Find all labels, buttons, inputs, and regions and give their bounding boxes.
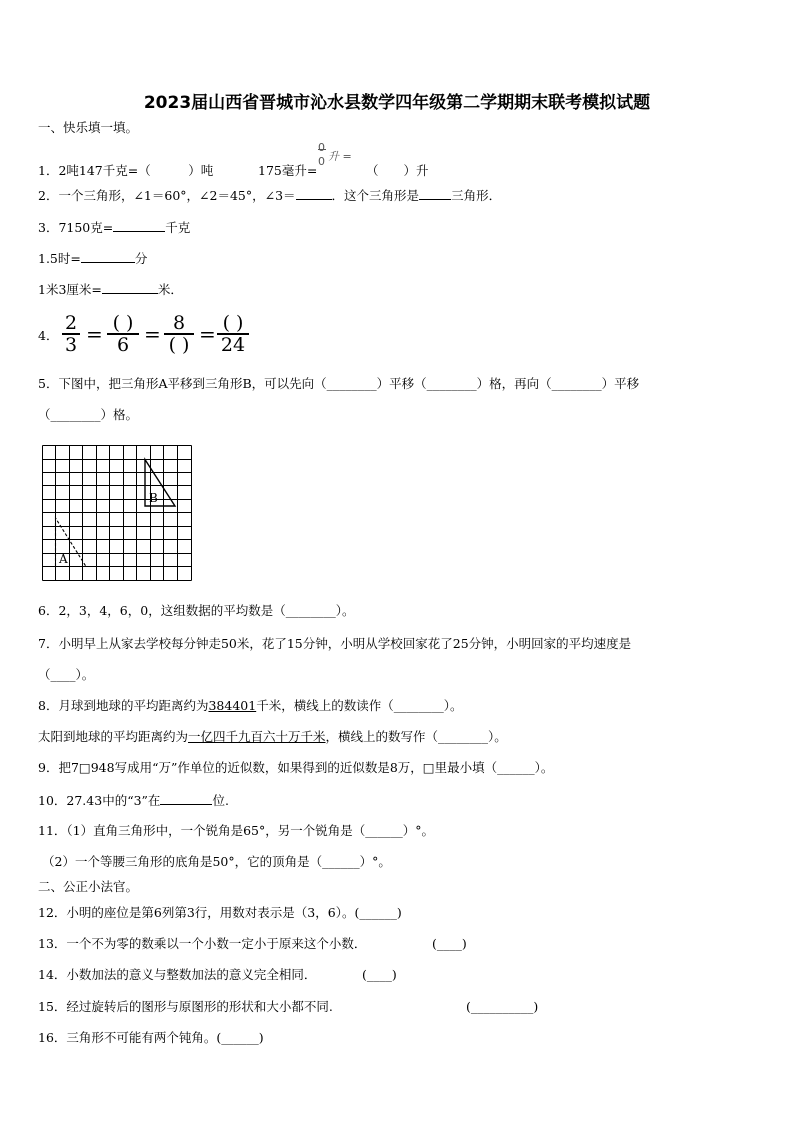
answer-blank[interactable] [419,187,451,200]
question-8-text-a: 8．月球到地球的平均距离约为 [38,698,209,713]
translation-grid [42,445,192,581]
fraction-2 [107,313,139,355]
question-3-text-b: 千克 [165,220,191,235]
question-2-text-c: 三角形． [451,188,502,203]
question-14-text: 14．小数加法的意义与整数加法的意义完全相同． [38,967,317,982]
fraction-image-unit: 升 = [328,150,352,163]
question-7-line-2: （____）。 [38,667,95,682]
underlined-number-words: 一亿四千九百六十万千米 [188,729,326,744]
question-13-answer[interactable]: (____) [432,936,467,951]
question-15-text: 15．经过旋转后的图形与原图形的形状和大小都不同. [38,999,333,1014]
fraction-4-denominator: 24 [220,334,246,356]
equals-sign: = [144,322,161,346]
question-7-line-1: 7．小明早上从家去学校每分钟走50米，花了15分钟，小明从学校回家花了25分钟，小明回家的平均速度是 [38,636,632,651]
question-6: 6．2，3，4，6，0，这组数据的平均数是（________）。 [38,603,355,618]
question-9: 9．把7□948写成用“万”作单位的近似数，如果得到的近似数是8万，□里最小填（______）。 [38,760,554,775]
question-15-answer[interactable]: (__________) [466,999,539,1014]
question-10-text-a: 10．27.43中的“3”在 [38,793,161,808]
answer-blank[interactable] [113,219,165,232]
question-8-text-d: ，横线上的数写作（________）。 [325,729,507,744]
question-3-text-c: 1.5时= [38,251,81,266]
fraction-3-numerator: 8 [164,313,194,335]
answer-blank[interactable] [160,792,212,805]
equals-sign: = [199,322,216,346]
question-3-text-a: 3．7150克= [38,220,114,235]
question-8-line-1 [38,698,462,714]
page-title: 2023届山西省晋城市沁水县数学四年级第二学期期末联考模拟试题 [143,93,651,113]
fraction-image-top: 0 [318,141,325,154]
question-5-line-2: （________）格。 [38,407,139,422]
fraction-image [318,141,360,175]
question-2-text-b: ．这个三角形是 [331,188,420,203]
question-3-text-f: 米． [157,282,183,297]
section-2-heading: 二、公正小法官。 [38,879,139,894]
fraction-3 [164,313,194,355]
question-10-text-b: 位. [212,793,229,808]
fraction-1 [62,313,80,355]
question-3-line-2 [38,250,147,267]
question-4-label: 4． [38,328,59,343]
question-3-line-1 [38,219,190,236]
fraction-image-bottom: 0 [318,155,325,168]
question-8-line-2 [38,729,507,745]
fraction-bar [318,149,326,150]
underlined-number: 384401 [208,698,257,713]
triangle-b-label: B [149,491,158,505]
answer-blank[interactable] [81,250,135,263]
question-8-text-b: 千米，横线上的数读作（________）。 [256,698,463,713]
question-2 [38,187,501,204]
fraction-4 [217,313,249,355]
question-11-part-2: （2）一个等腰三角形的底角是50°，它的顶角是（______）°。 [42,854,391,869]
answer-blank[interactable] [102,281,158,294]
question-8-text-c: 太阳到地球的平均距离约为 [38,729,189,744]
triangle-a-label: A [59,552,68,566]
answer-blank[interactable] [296,187,332,200]
fraction-1-denominator: 3 [64,334,78,356]
question-12: 12．小明的座位是第6列第3行，用数对表示是（3，6）。(______) [38,905,402,920]
fraction-4-numerator[interactable]: ( ) [217,313,249,335]
question-1-part-b: 175毫升= [258,163,318,178]
question-10 [38,792,229,809]
question-16: 16．三角形不可能有两个钝角。(______) [38,1030,264,1045]
question-3-text-e: 1米3厘米= [38,282,102,297]
question-11-part-1: 11．（1）直角三角形中，一个锐角是65°，另一个锐角是（______）°。 [38,823,435,838]
question-14-answer[interactable]: (____) [362,967,397,982]
fraction-1-numerator: 2 [62,313,80,335]
fraction-2-numerator[interactable]: ( ) [107,313,139,335]
question-2-text-a: 2．一个三角形，∠1＝60°，∠2＝45°，∠3＝ [38,188,296,203]
question-3-line-3 [38,281,183,298]
fraction-2-denominator: 6 [116,334,130,356]
question-13-text: 13．一个不为零的数乘以一个小数一定小于原来这个小数． [38,936,367,951]
question-3-text-d: 分 [134,251,148,266]
question-1-part-a: 1．2吨147千克=（ ）吨 [38,163,214,178]
equals-sign: = [86,322,103,346]
section-1-heading: 一、快乐填一填。 [38,120,139,135]
question-5-line-1: 5．下图中，把三角形A平移到三角形B，可以先向（________）平移（________）格，再向（________）平移 [38,376,640,391]
fraction-3-denominator[interactable]: ( ) [168,334,190,356]
question-1-part-c: （ ）升 [366,163,429,178]
